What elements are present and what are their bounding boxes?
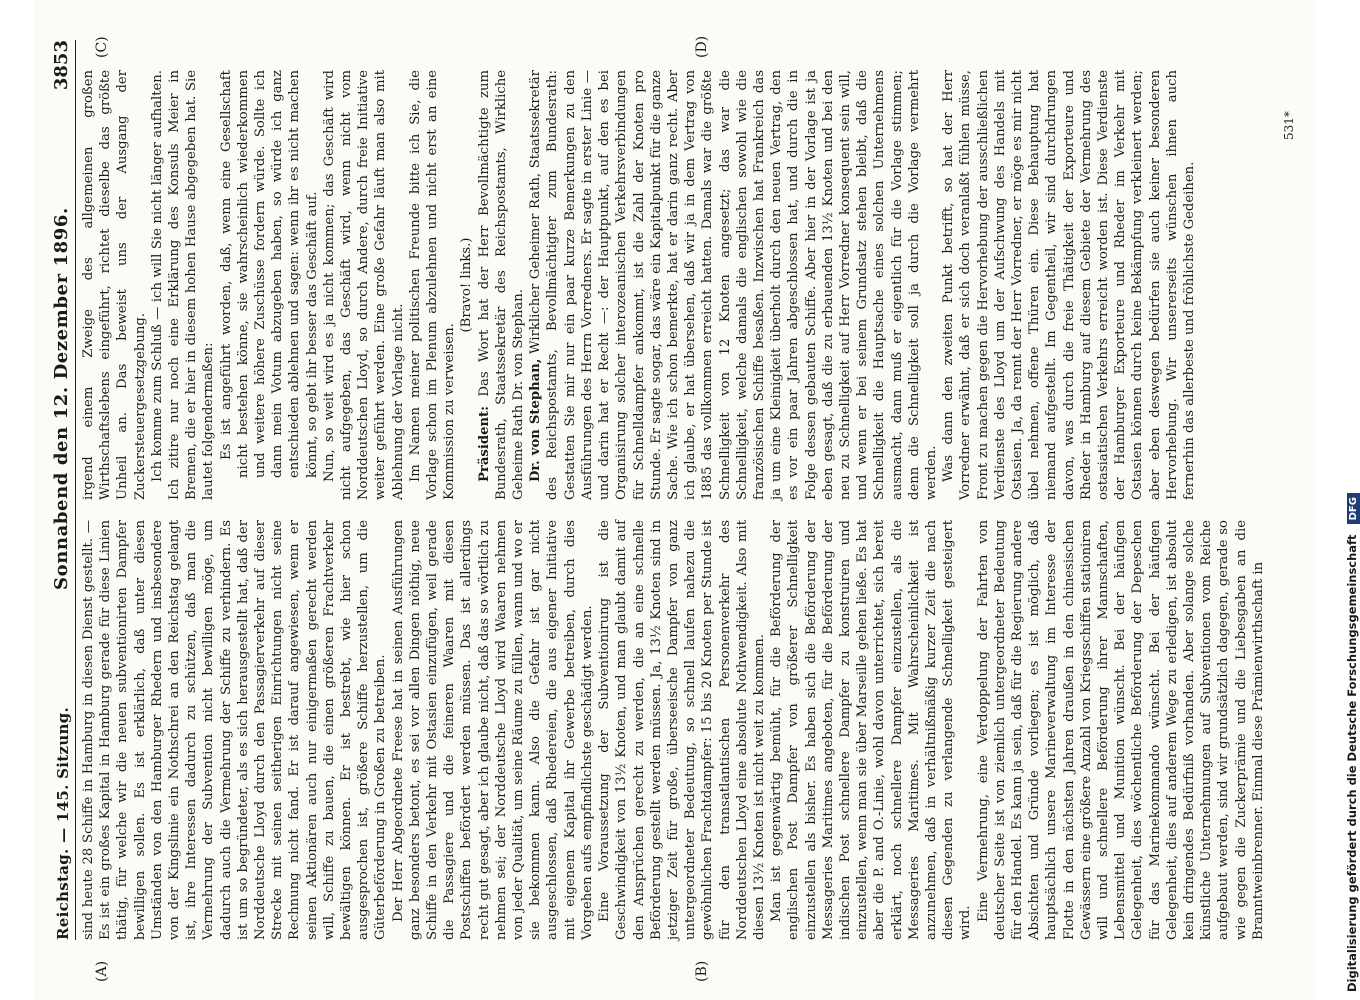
margin-letter-c: (C)	[94, 36, 110, 58]
speech-text: Wirklicher Geheimer Rath, Staatssekretär des Reichspostamts, Bevollmächtigter zum Bundesrath: Gestatten Sie mir nur ein paar kurze Bemerkungen zu den Ausführungen des Herrn Vorredners. Er sagte in erster Linie — und darin hat er Recht —: der Hauptpunkt, auf den es bei Organisirung solcher interozeanischen Verkehrsverbindungen für Schnelldampfer ankommt, ist die Zahl der Knoten pro Stunde. Er sagte sogar, das wäre ein Kapitalpunkt für die ganze Sache. Wie ich schon bemerkte, hat er darin ganz recht. Aber ich glaube, er hat übersehen, daß wir ja in dem Vertrag von 1885 das vollkommen erreicht hatten. Damals war die größte Schnelligkeit von 12 Knoten angesetzt; das war die Schnelligkeit, welche damals die englischen sowohl wie die französischen Schiffe besaßen. Inzwischen hat Frankreich das ja um eine Kleinigkeit überholt durch den neuen Vertrag, den es vor ein paar Jahren abgeschlossen hat, und durch die in Folge dessen gebauten Schiffe. Aber hier in der Vorlage ist ja eben gesagt, daß die zu erbauenden 13½ Knoten und bei den neu zu Schnelligkeit auf Herr Vorredner konsequent sein will, und wenn er bei seinem Grundsatz stehen bleibt, daß die Schnelligkeit die Hauptsache eines solchen Unternehmens ausmacht, dann muß er eigentlich für die Vorlage stimmen; denn die Schnelligkeit soll ja durch die Vorlage vermehrt werden.	[528, 70, 939, 500]
page-header	[38, 40, 76, 940]
speaker-name: Präsident:	[476, 405, 492, 482]
right-paragraph	[476, 70, 528, 500]
header-date: Sonnabend den 12. Dezember 1896.	[51, 207, 72, 590]
interjection: (Bravo! links.)	[459, 237, 475, 333]
funding-strip	[1323, 0, 1359, 1000]
right-column	[80, 70, 1280, 500]
rotated-scan-page	[34, 0, 1316, 1000]
right-paragraph	[527, 70, 940, 500]
right-paragraph: Nun, so weit wird es ja nicht kommen; das Geschäft wird nicht aufgegeben, das Geschäft wird, wenn nicht vom Norddeutschen Lloyd, so durch Andere, durch freie Initiative weiter geführt werden. Eine große Gefahr läuft man also mit Ablehnung der Vorlage nicht.	[321, 70, 406, 500]
funding-note-text: Digitalisierung gefördert durch die Deutsche Forschungsgemeinschaft	[1345, 534, 1359, 992]
margin-letter-d: (D)	[694, 35, 710, 58]
left-paragraph: Eine Vermehrung, eine Verdoppelung der Fahrten von deutscher Seite ist von ziemlich untergeordneter Bedeutung für den Handel. Es kann ja sein, daß für die Regierung andere Absichten und Gründe vorliegen; es ist möglich, daß hauptsächlich unsere Marineverwaltung im Interesse der Flotte in den nächsten Jahren draußen in den chinesischen Gewässern eine größere Anzahl von Kriegsschiffen stationiren will und schnellere Beförderung ihrer Mannschaften, Lebensmittel und Munition wünscht. Bei der häufigen Gelegenheit, dies wöchentliche Beförderung der Depeschen für das Marinekommando wünscht. Bei der häufigen Gelegenheit, dies auf anderem Wege zu erledigen, ist absolut kein dringendes Bedürfniß vorhanden. Aber solange solche künstliche Unternehmungen auf Subventionen vom Reiche aufgebaut werden, sind wir grundsätzlich dagegen, gerade so wie gegen die Zuckerprämie und die Liebesgaben an die Branntweinbrenner. Einmal diese Prämienwirthschaft in	[975, 520, 1266, 940]
right-paragraph: Im Namen meiner politischen Freunde bitte ich Sie, die Vorlage schon im Plenum abzulehnen und nicht erst an eine Kommission zu verweisen.	[407, 70, 458, 500]
left-paragraph: Man ist gegenwärtig bemüht, für die Beförderung der englischen Post Dampfer von größerer Schnelligkeit einzustellen als bisher. Es haben sich die Beförderung der Messageries Maritimes angeboten, für die Beförderung der indischen Post schnellere Dampfer zu konstruiren und einzustellen, wenn man sie über Marseille gehen ließe. Es hat aber die P. and O.-Linie, wohl davon unterrichtet, sich bereit erklärt, noch schnellere Dampfer einzustellen, als die Messageries Maritimes. Mit Wahrscheinlichkeit ist anzunehmen, daß in verhältnißmäßig kurzer Zeit die nach diesen Gegenden zu verlangende Schnelligkeit gesteigert wird.	[769, 520, 974, 940]
funding-note	[1345, 0, 1360, 1000]
right-paragraph: Was dann den zweiten Punkt betrifft, so hat der Herr Vorredner erwähnt, daß er sich doch veranlaßt fühlen müsse, Front zu machen gegen die Hervorhebung der ausschließlichen Verdienste des Lloyd um der Aufschwung des Handels mit Ostasien. Ja, da rennt der Herr Vorredner, er möge es mir nicht übel nehmen, offene Thüren ein. Diese Behauptung hat niemand aufgestellt. Im Gegentheil, wir sind durchdrungen davon, was durch die freie Thätigkeit der Exporteure und Rheder in Hamburg auf diesem Gebiete der Vermehrung des ostasiatischen Verkehrs erreicht worden ist. Diese Verdienste der Hamburger Exporteure und Rheder im Verkehr mit Ostasien können durch keine Bekämpfung verkleinert werden; aber eben deswegen bedürfen sie auch keiner besonderen Hervorhebung. Wir unsererseits wünschen ihnen auch fernerhin das allerbeste und fröhlichste Gedeihen.	[941, 70, 1197, 500]
right-paragraph: Ich komme zum Schluß — ich will Sie nicht länger aufhalten. Ich zitire nur noch eine Erklärung des Konsuls Meier in Bremen, die er hier in diesem hohen Hause abgegeben hat. Sie lautet folgendermaßen:	[149, 70, 217, 500]
left-column	[80, 520, 1280, 940]
margin-letter-a: (A)	[94, 960, 110, 982]
right-paragraph: irgend einem Zweige des allgemeinen großen Wirthschaftslebens eingeführt, richtet dieselbe das größte Unheil an. Das beweist uns der Ausgang der Zuckersteuergesetzgebung.	[81, 70, 148, 500]
speaker-name: Dr. von Stephan,	[528, 358, 544, 482]
header-session: Reichstag. — 145. Sitzung.	[54, 706, 72, 940]
right-paragraph: Es ist angeführt worden, daß, wenn eine Gesellschaft nicht bestehen könne, sie wahrscheinlich wiederkommen und weitere höhere Zuschüsse fordern würde. Sollte ich dann mein Votum abzugeben haben, so würde ich ganz entschieden ablehnen und sagen: wenn ihr es nicht machen könnt, so gebt ihr besser das Geschäft auf.	[218, 70, 320, 478]
speech-text: Das Wort hat der Herr Bevollmächtigte zum Bundesrath, Staatssekretär des Reichspostamts, Wirkliche Geheime Rath Dr. von Stephan.	[476, 70, 527, 500]
left-paragraph: Der Herr Abgeordnete Freese hat in seinen Ausführungen ganz besonders betont, es sei vor allen Dingen nöthig, neue Schiffe in den Verkehr mit Ostasien einzufügen, weil gerade die Passagiere und die feineren Waaren mit diesen Postschiffen befördert werden müssen. Das ist allerdings recht gut gesagt, aber ich glaube nicht, daß das so wörtlich zu nehmen sei; der Norddeutsche Lloyd wird Waaren nehmen von jeder Qualität, um seine Räume zu füllen, wann und wo er sie bekommen kann. Also die Gefahr ist gar nicht ausgeschlossen, daß Rhedereien, die aus eigener Initiative mit eigenem Kapital ihr Gewerbe betreiben, durch dies Vorgehen aufs empfindlichste geschädigt werden.	[390, 520, 595, 940]
dfg-logo: DFG	[1347, 493, 1360, 524]
margin-letter-b: (B)	[694, 960, 710, 982]
page-number: 3853	[51, 40, 72, 91]
signature-mark: 531*	[1282, 111, 1296, 140]
left-paragraph: Eine Voraussetzung der Subventionirung ist die Geschwindigkeit von 13½ Knoten, und man glaubt damit auf den Ansprüchen gerecht zu werden, die an eine schnelle Beförderung gestellt werden müssen. Ja, 13½ Knoten sind in jetziger Zeit für große, überseeische Dampfer von ganz untergeordneter Bedeutung, so schnell laufen nahezu die gewöhnlichen Frachtdampfer: 15 bis 20 Knoten per Stunde ist für den transatlantischen Personenverkehr des Norddeutschen Lloyd eine absolute Nothwendigkeit. Also mit diesen 13½ Knoten ist nicht weit zu kommen.	[597, 520, 767, 940]
left-paragraph: sind heute 28 Schiffe in Hamburg in diesen Dienst gestellt. — Es ist ein großes Kapital in Hamburg gerade für diese Linien thätig, für welche wir die neuen subventionirten Dampfer bewilligen sollen. Es ist erklärlich, daß unter diesen Umständen von den Hamburger Rhedern und insbesondere von der Kingslinie ein Nothschrei an den Reichstag gelangt ist, ihre Interessen dadurch zu schützen, daß man die Vermehrung der Subvention nicht bewilligen möge, um dadurch auch die Vermehrung der Schiffe zu verhindern. Es ist um so begründeter, als es sich herausgestellt hat, daß der Norddeutsche Lloyd durch den Passagierverkehr auf dieser Strecke mit seinen seitherigen Einrichtungen nicht seine Rechnung nicht fand. Er ist darauf angewiesen, wenn er seinen Aktionären auch nur einigermaßen gerecht werden will, Schiffe zu bauen, die einen größeren Frachtverkehr bewältigen können. Er ist bestrebt, wie hier schon ausgesprochen ist, größere Schiffe herzustellen, um die Güterbeförderung in Großen zu betreiben.	[81, 520, 389, 940]
